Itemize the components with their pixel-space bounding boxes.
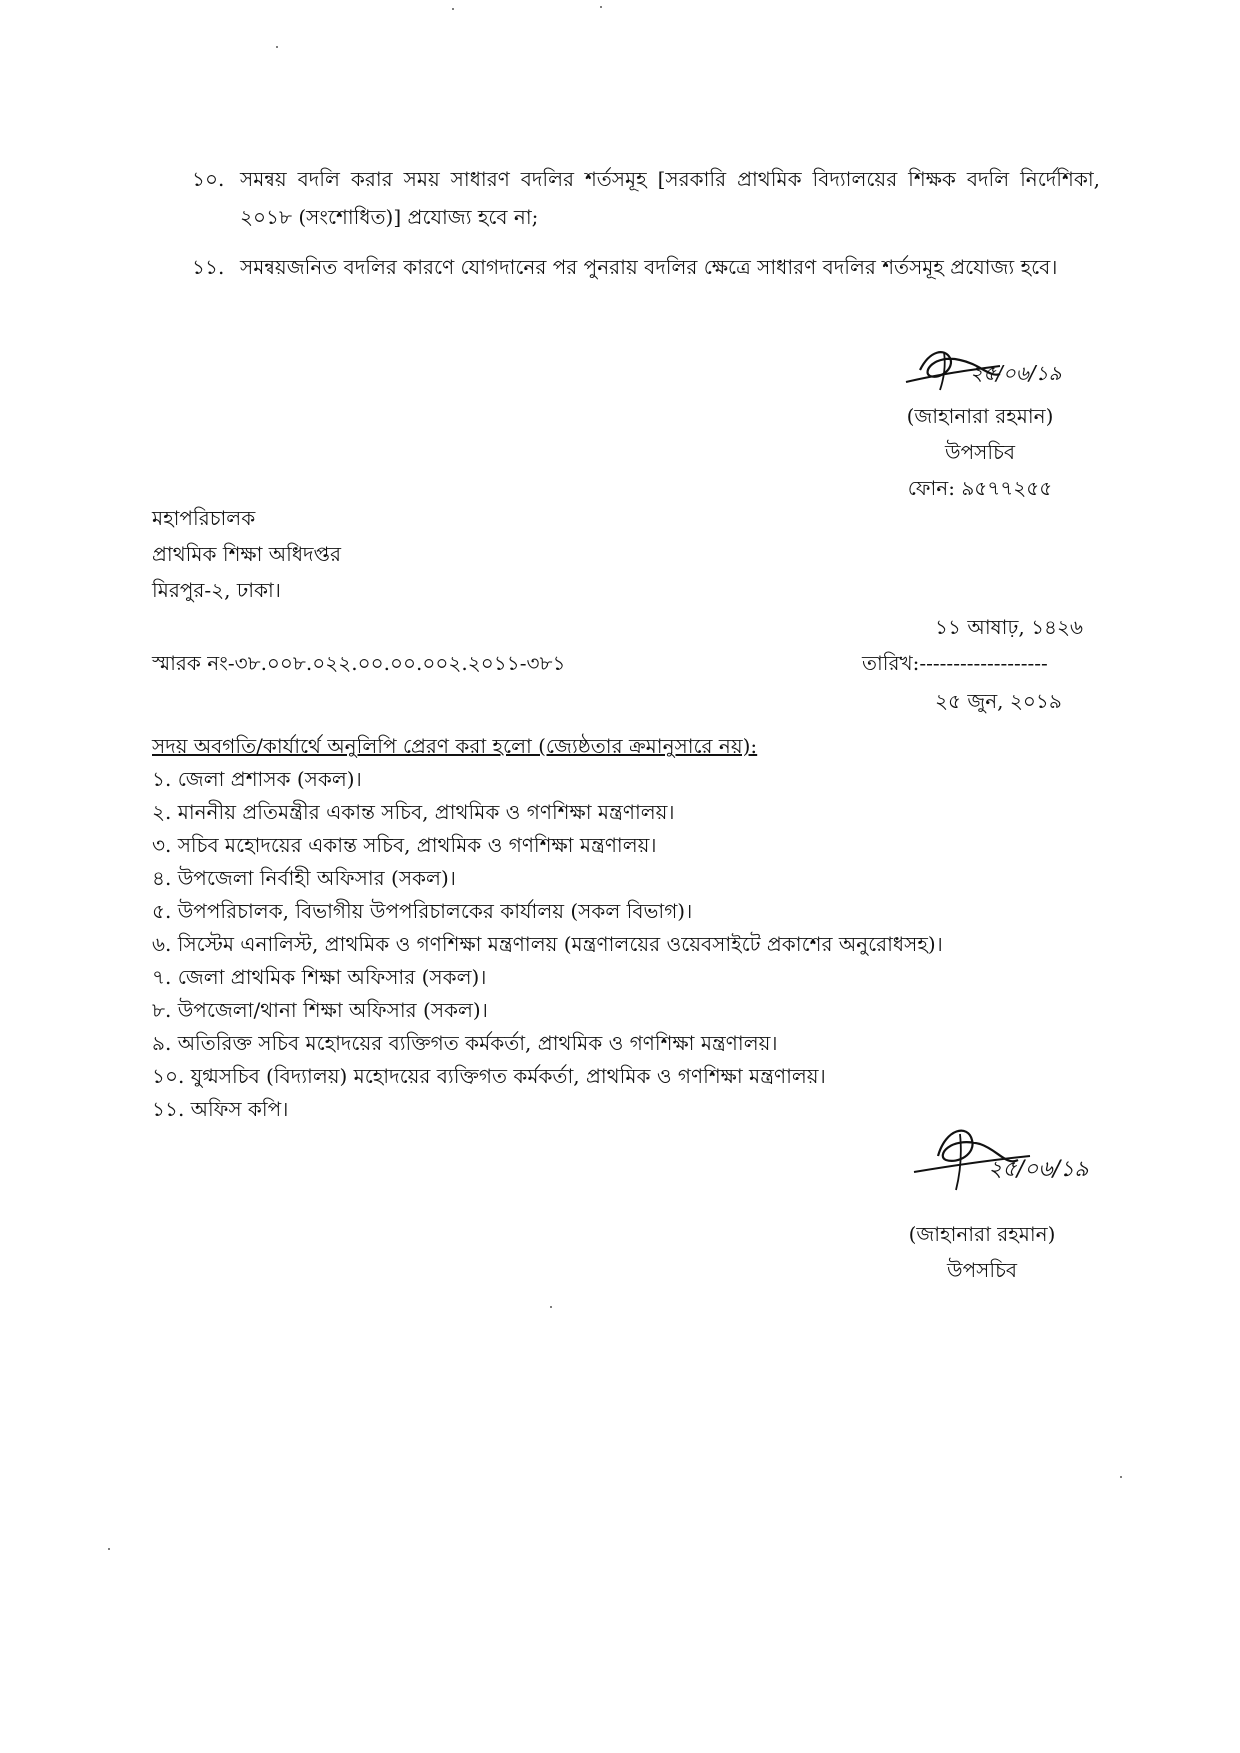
condition-text: সমন্বয় বদলি করার সময় সাধারণ বদলির শর্তসমূহ [সরকারি প্রাথমিক বিদ্যালয়ের শিক্ষক বদলি নির্দেশিকা, ২০১৮ (সংশোধিত)] প্রযোজ্য হবে না; — [240, 167, 1100, 229]
addressee-office: প্রাথমিক শিক্ষা অধিদপ্তর — [152, 542, 341, 566]
copy-distribution-list — [152, 730, 943, 1126]
condition-number: ১০. — [192, 167, 225, 191]
signatory-name: (জাহানারা রহমান) — [906, 404, 1054, 428]
signatory-block-bottom — [862, 1216, 1102, 1288]
list-item: ২. মাননীয় প্রতিমন্ত্রীর একান্ত সচিব, প্রাথমিক ও গণশিক্ষা মন্ত্রণালয়। — [152, 800, 675, 824]
list-item: ১. জেলা প্রশাসক (সকল)। — [152, 767, 362, 791]
condition-text: সমন্বয়জনিত বদলির কারণে যোগদানের পর পুনরায় বদলির ক্ষেত্রে সাধারণ বদলির শর্তসমূহ প্রযোজ্য হবে। — [240, 255, 1058, 279]
date-label: তারিখ:------------------- — [862, 651, 1048, 675]
list-item: ৪. উপজেলা নির্বাহী অফিসার (সকল)। — [152, 866, 456, 890]
condition-number: ১১. — [192, 255, 225, 279]
list-item: ৭. জেলা প্রাথমিক শিক্ষা অফিসার (সকল)। — [152, 965, 487, 989]
scan-speck — [108, 1548, 110, 1550]
date-bangla: ১১ আষাঢ়, ১৪২৬ — [935, 615, 1084, 639]
list-item: ৯. অতিরিক্ত সচিব মহোদয়ের ব্যক্তিগত কর্মকর্তা, প্রাথমিক ও গণশিক্ষা মন্ত্রণালয়। — [152, 1031, 778, 1055]
signatory-block-top — [860, 398, 1100, 506]
scan-speck — [600, 6, 602, 8]
scan-speck — [276, 46, 278, 48]
addressee-location: মিরপুর-২, ঢাকা। — [152, 578, 281, 602]
signature-date: ২৫/০৬/১৯ — [970, 361, 1062, 385]
list-item: ১১. অফিস কপি। — [152, 1097, 289, 1121]
list-item: ৫. উপপরিচালক, বিভাগীয় উপপরিচালকের কার্যালয় (সকল বিভাগ)। — [152, 899, 693, 923]
signature-bottom — [910, 1110, 1090, 1200]
list-item: ১০. যুগ্মসচিব (বিদ্যালয়) মহোদয়ের ব্যক্তিগত কর্মকর্তা, প্রাথমিক ও গণশিক্ষা মন্ত্রণালয়। — [152, 1064, 826, 1088]
memo-reference: স্মারক নং-৩৮.০০৮.০২২.০০.০০.০০২.২০১১-৩৮১ — [152, 651, 566, 675]
scan-speck — [1120, 1476, 1122, 1478]
signature-date: ২৫/০৬/১৯ — [988, 1157, 1089, 1182]
scan-speck — [550, 1306, 552, 1308]
copy-heading: সদয় অবগতি/কার্যার্থে অনুলিপি প্রেরণ করা হলো (জ্যেষ্ঠতার ক্রমানুসারে নয়): — [152, 734, 758, 758]
signatory-phone: ফোন: ৯৫৭৭২৫৫ — [907, 476, 1053, 500]
date-english: ২৫ জুন, ২০১৯ — [935, 689, 1062, 713]
list-item: ৬. সিস্টেম এনালিস্ট, প্রাথমিক ও গণশিক্ষা মন্ত্রণালয় (মন্ত্রণালয়ের ওয়েবসাইটে প্রকাশের অনুরোধসহ)। — [152, 932, 943, 956]
signatory-name: (জাহানারা রহমান) — [908, 1222, 1056, 1246]
scan-speck — [452, 8, 454, 10]
condition-item-11 — [180, 248, 1100, 286]
addressee-title: মহাপরিচালক — [152, 506, 256, 530]
list-item: ৮. উপজেলা/থানা শিক্ষা অফিসার (সকল)। — [152, 998, 488, 1022]
signature-top — [900, 330, 1080, 400]
addressee-block — [152, 500, 341, 608]
list-item: ৩. সচিব মহোদয়ের একান্ত সচিব, প্রাথমিক ও গণশিক্ষা মন্ত্রণালয়। — [152, 833, 657, 857]
condition-item-10 — [180, 160, 1100, 236]
signatory-designation: উপসচিব — [946, 1258, 1017, 1282]
signatory-designation: উপসচিব — [944, 440, 1015, 464]
